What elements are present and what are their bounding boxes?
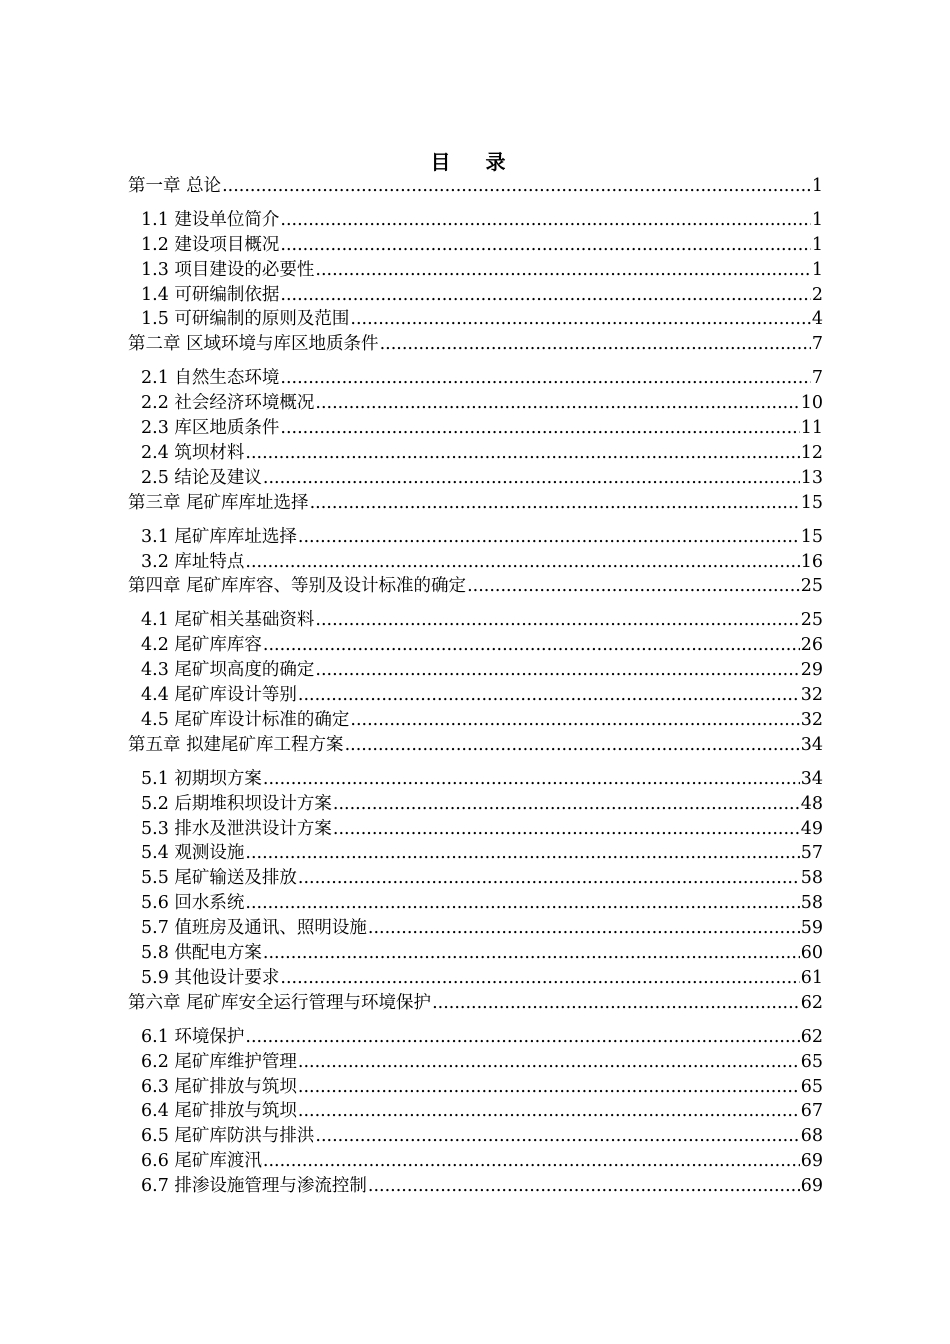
toc-entry-page-number: 1 (811, 176, 823, 196)
toc-dot-leader (345, 733, 800, 757)
toc-section-entry[interactable] (141, 441, 823, 465)
toc-entry-label: 第六章 尾矿库安全运行管理与环境保护 (128, 993, 432, 1013)
toc-entry-page-number: 62 (800, 1027, 823, 1047)
toc-section-entry[interactable] (141, 208, 823, 232)
toc-section-entry[interactable] (141, 817, 823, 841)
toc-dot-leader (245, 1025, 799, 1049)
toc-entry-label: 第五章 拟建尾矿库工程方案 (128, 735, 344, 755)
toc-entry-label: 6.2 尾矿库维护管理 (141, 1052, 297, 1072)
toc-entry-label: 4.4 尾矿库设计等别 (141, 685, 297, 705)
toc-entry-label: 5.5 尾矿输送及排放 (141, 868, 297, 888)
toc-entry-label: 1.3 项目建设的必要性 (141, 260, 315, 280)
toc-entry-page-number: 11 (800, 418, 823, 438)
toc-entry-label: 2.4 筑坝材料 (141, 443, 245, 463)
toc-entry-label: 2.2 社会经济环境概况 (141, 393, 315, 413)
toc-chapter-entry[interactable] (128, 332, 823, 356)
toc-entry-label: 1.5 可研编制的原则及范围 (141, 309, 350, 329)
toc-dot-leader (333, 817, 800, 841)
toc-dot-leader (368, 1174, 800, 1198)
toc-section-entry[interactable] (141, 767, 823, 791)
toc-entry-page-number: 49 (800, 819, 823, 839)
toc-entry-page-number: 25 (800, 576, 823, 596)
toc-section-entry[interactable] (141, 916, 823, 940)
toc-section-entry[interactable] (141, 891, 823, 915)
toc-section-entry[interactable] (141, 1149, 823, 1173)
toc-entry-label: 2.5 结论及建议 (141, 468, 262, 488)
toc-entry-label: 4.3 尾矿坝高度的确定 (141, 660, 315, 680)
toc-dot-leader (310, 491, 800, 515)
toc-entry-page-number: 1 (811, 235, 823, 255)
toc-entry-page-number: 15 (800, 493, 823, 513)
toc-dot-leader (298, 1099, 800, 1123)
toc-entry-label: 第二章 区域环境与库区地质条件 (128, 334, 379, 354)
toc-section-entry[interactable] (141, 608, 823, 632)
toc-entry-page-number: 7 (811, 334, 823, 354)
toc-dot-leader (350, 708, 799, 732)
toc-dot-leader (280, 366, 810, 390)
toc-section-entry[interactable] (141, 1025, 823, 1049)
toc-section-entry[interactable] (141, 466, 823, 490)
toc-entry-page-number: 25 (800, 610, 823, 630)
toc-dot-leader (263, 633, 800, 657)
toc-section-entry[interactable] (141, 866, 823, 890)
toc-dot-leader (298, 525, 800, 549)
toc-section-entry[interactable] (141, 841, 823, 865)
toc-entry-label: 6.1 环境保护 (141, 1027, 245, 1047)
toc-dot-leader (280, 966, 799, 990)
toc-section-entry[interactable] (141, 550, 823, 574)
toc-entry-label: 5.6 回水系统 (141, 893, 245, 913)
toc-section-entry[interactable] (141, 1050, 823, 1074)
toc-section-entry[interactable] (141, 1124, 823, 1148)
toc-dot-leader (467, 574, 800, 598)
toc-entry-label: 第四章 尾矿库库容、等别及设计标准的确定 (128, 576, 467, 596)
toc-entry-page-number: 2 (811, 285, 823, 305)
toc-entry-page-number: 26 (800, 635, 823, 655)
toc-dot-leader (315, 1124, 799, 1148)
toc-dot-leader (333, 792, 800, 816)
toc-entry-page-number: 12 (800, 443, 823, 463)
toc-entry-label: 1.2 建设项目概况 (141, 235, 280, 255)
toc-entry-page-number: 58 (800, 893, 823, 913)
toc-dot-leader (245, 891, 799, 915)
toc-entry-label: 5.1 初期坝方案 (141, 769, 262, 789)
toc-dot-leader (315, 608, 799, 632)
toc-entry-label: 6.5 尾矿库防洪与排洪 (141, 1126, 315, 1146)
toc-dot-leader (280, 416, 799, 440)
toc-dot-leader (432, 991, 800, 1015)
toc-section-entry[interactable] (141, 966, 823, 990)
toc-section-entry[interactable] (141, 366, 823, 390)
toc-section-entry[interactable] (141, 792, 823, 816)
toc-entry-page-number: 29 (800, 660, 823, 680)
toc-dot-leader (315, 658, 799, 682)
toc-entry-page-number: 62 (800, 993, 823, 1013)
toc-section-entry[interactable] (141, 307, 823, 331)
toc-dot-leader (263, 767, 800, 791)
toc-entry-page-number: 1 (811, 210, 823, 230)
toc-section-entry[interactable] (141, 283, 823, 307)
toc-section-entry[interactable] (141, 233, 823, 257)
toc-dot-leader (315, 391, 799, 415)
toc-dot-leader (222, 174, 811, 198)
toc-dot-leader (263, 1149, 800, 1173)
toc-section-entry[interactable] (141, 1174, 823, 1198)
toc-entry-page-number: 58 (800, 868, 823, 888)
toc-entry-label: 2.1 自然生态环境 (141, 368, 280, 388)
toc-entry-page-number: 69 (800, 1151, 823, 1171)
toc-entry-label: 3.1 尾矿库库址选择 (141, 527, 297, 547)
toc-entry-label: 1.1 建设单位简介 (141, 210, 280, 230)
toc-section-entry[interactable] (141, 525, 823, 549)
toc-dot-leader (263, 466, 800, 490)
toc-section-entry[interactable] (141, 941, 823, 965)
toc-entry-label: 第三章 尾矿库库址选择 (128, 493, 309, 513)
toc-entry-page-number: 15 (800, 527, 823, 547)
toc-dot-leader (298, 1075, 800, 1099)
toc-section-entry[interactable] (141, 1099, 823, 1123)
toc-section-entry[interactable] (141, 1075, 823, 1099)
toc-dot-leader (263, 941, 800, 965)
toc-entry-page-number: 65 (800, 1052, 823, 1072)
toc-chapter-entry[interactable] (128, 491, 823, 515)
toc-entry-page-number: 10 (800, 393, 823, 413)
toc-dot-leader (245, 841, 799, 865)
toc-section-entry[interactable] (141, 708, 823, 732)
toc-dot-leader (298, 866, 800, 890)
toc-entry-page-number: 61 (800, 968, 823, 988)
toc-title: 目 录 (430, 150, 520, 174)
toc-dot-leader (280, 283, 810, 307)
toc-entry-label: 5.9 其他设计要求 (141, 968, 280, 988)
toc-section-entry[interactable] (141, 416, 823, 440)
toc-entry-page-number: 48 (800, 794, 823, 814)
toc-entry-page-number: 4 (811, 309, 823, 329)
toc-entry-label: 6.7 排渗设施管理与渗流控制 (141, 1176, 367, 1196)
toc-entry-label: 6.6 尾矿库渡汛 (141, 1151, 262, 1171)
toc-entry-page-number: 60 (800, 943, 823, 963)
toc-entry-label: 5.8 供配电方案 (141, 943, 262, 963)
toc-dot-leader (298, 1050, 800, 1074)
toc-entry-label: 2.3 库区地质条件 (141, 418, 280, 438)
toc-entry-page-number: 57 (800, 843, 823, 863)
toc-entry-label: 6.3 尾矿排放与筑坝 (141, 1077, 297, 1097)
toc-dot-leader (315, 258, 810, 282)
toc-entry-page-number: 32 (800, 685, 823, 705)
toc-entry-page-number: 16 (800, 552, 823, 572)
toc-entry-page-number: 7 (811, 368, 823, 388)
toc-section-entry[interactable] (141, 633, 823, 657)
toc-entry-label: 5.2 后期堆积坝设计方案 (141, 794, 332, 814)
toc-entry-page-number: 34 (800, 735, 823, 755)
toc-entry-page-number: 1 (811, 260, 823, 280)
toc-entry-page-number: 69 (800, 1176, 823, 1196)
toc-section-entry[interactable] (141, 683, 823, 707)
toc-entry-page-number: 65 (800, 1077, 823, 1097)
toc-entry-page-number: 68 (800, 1126, 823, 1146)
toc-dot-leader (280, 233, 810, 257)
toc-chapter-entry[interactable] (128, 174, 823, 198)
toc-entry-label: 4.2 尾矿库库容 (141, 635, 262, 655)
toc-entry-label: 1.4 可研编制依据 (141, 285, 280, 305)
toc-dot-leader (245, 441, 799, 465)
toc-section-entry[interactable] (141, 658, 823, 682)
toc-entry-page-number: 67 (800, 1101, 823, 1121)
toc-entry-label: 5.4 观测设施 (141, 843, 245, 863)
toc-entry-page-number: 59 (800, 918, 823, 938)
toc-entry-label: 5.7 值班房及通讯、照明设施 (141, 918, 367, 938)
toc-entry-label: 6.4 尾矿排放与筑坝 (141, 1101, 297, 1121)
toc-dot-leader (368, 916, 800, 940)
toc-entry-page-number: 34 (800, 769, 823, 789)
toc-dot-leader (380, 332, 811, 356)
toc-section-entry[interactable] (141, 258, 823, 282)
toc-entry-label: 5.3 排水及泄洪设计方案 (141, 819, 332, 839)
toc-entry-page-number: 32 (800, 710, 823, 730)
toc-chapter-entry[interactable] (128, 991, 823, 1015)
toc-section-entry[interactable] (141, 391, 823, 415)
toc-entry-label: 4.5 尾矿库设计标准的确定 (141, 710, 350, 730)
toc-entry-label: 4.1 尾矿相关基础资料 (141, 610, 315, 630)
toc-chapter-entry[interactable] (128, 574, 823, 598)
toc-entry-label: 3.2 库址特点 (141, 552, 245, 572)
toc-entry-page-number: 13 (800, 468, 823, 488)
toc-dot-leader (298, 683, 800, 707)
toc-dot-leader (350, 307, 810, 331)
toc-dot-leader (280, 208, 810, 232)
toc-entry-label: 第一章 总论 (128, 176, 222, 196)
toc-chapter-entry[interactable] (128, 733, 823, 757)
toc-dot-leader (245, 550, 799, 574)
